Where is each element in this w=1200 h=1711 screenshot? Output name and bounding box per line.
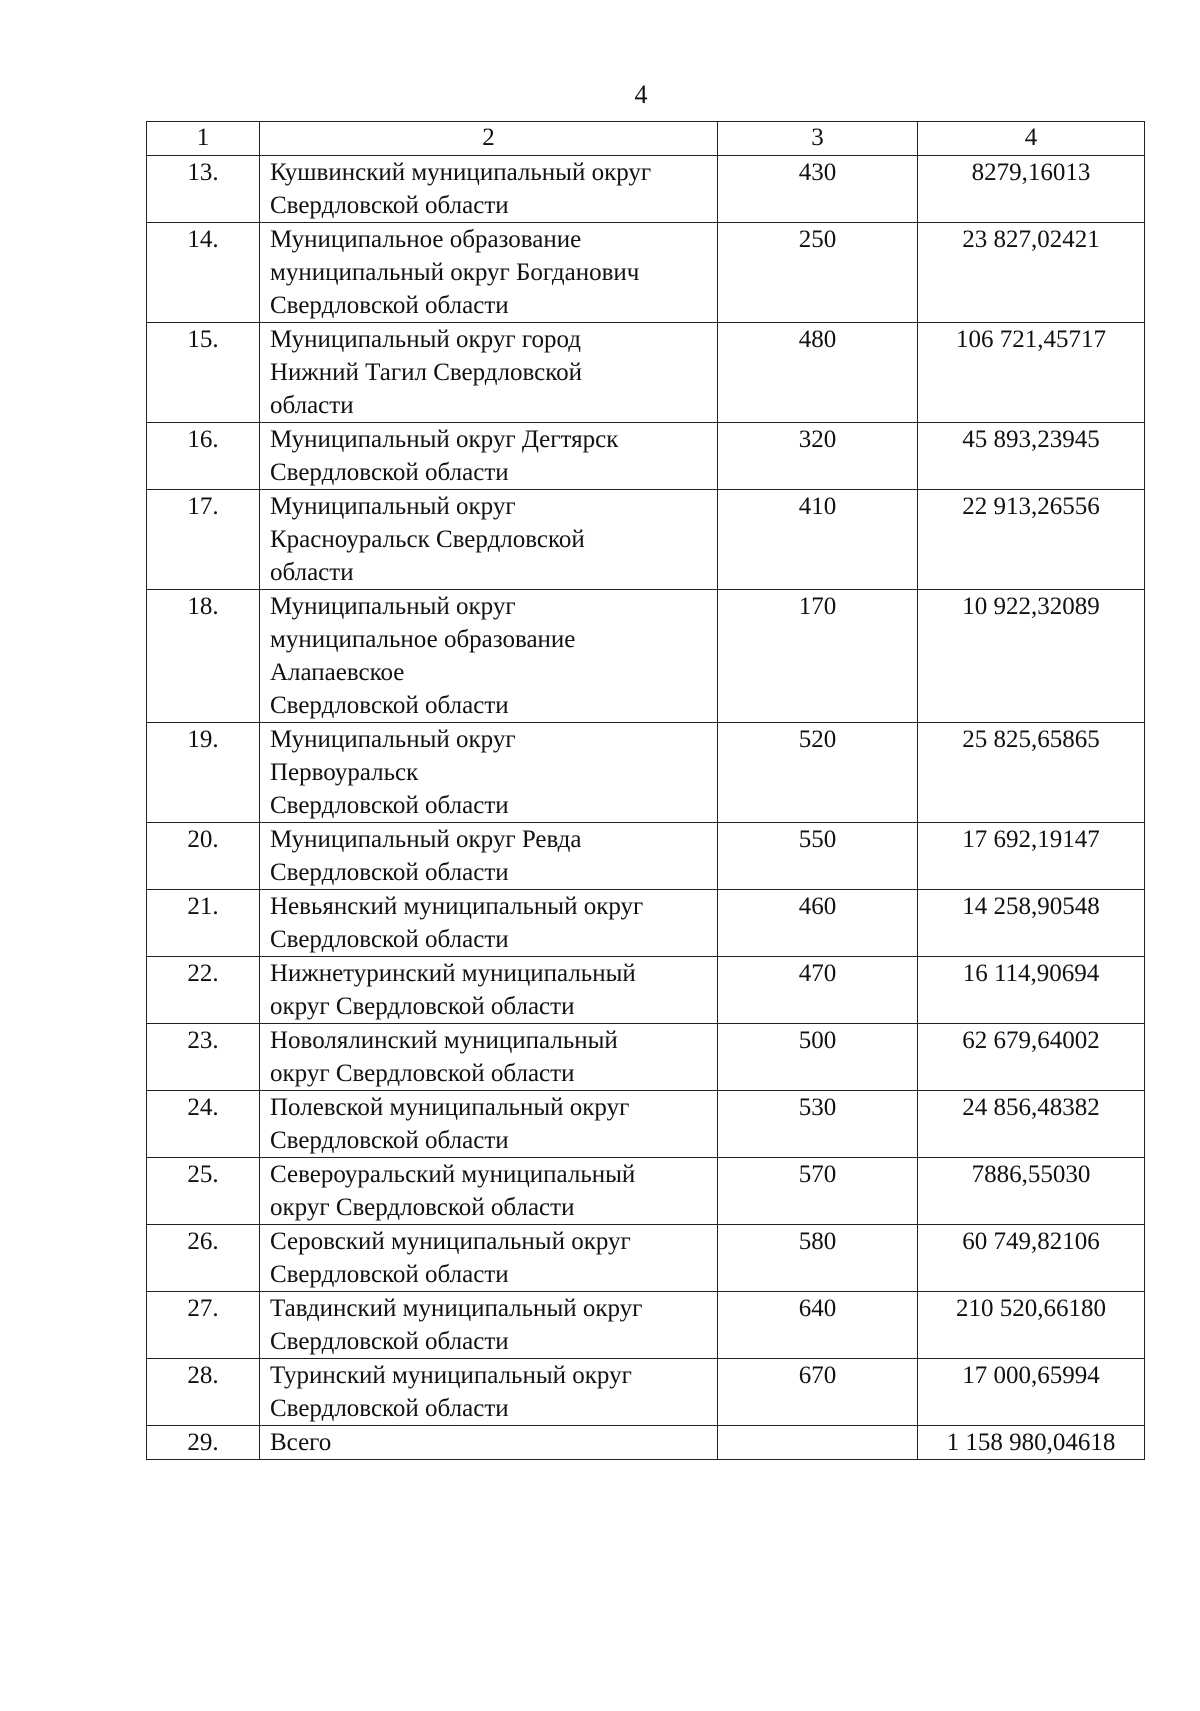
municipality-name-line: Новолялинский муниципальный bbox=[270, 1027, 618, 1054]
table-row bbox=[147, 323, 1145, 423]
code-cell: 640 bbox=[718, 1292, 918, 1359]
municipality-name-line: Свердловской области bbox=[270, 1395, 509, 1422]
code-cell: 550 bbox=[718, 823, 918, 890]
municipality-name-line: Кушвинский муниципальный округ bbox=[270, 159, 652, 186]
municipality-name-line: Туринский муниципальный округ bbox=[270, 1362, 632, 1389]
row-number: 22. bbox=[147, 957, 260, 1024]
municipality-name-line: Свердловской области bbox=[270, 459, 509, 486]
code-cell: 470 bbox=[718, 957, 918, 1024]
code-cell: 580 bbox=[718, 1225, 918, 1292]
amount-cell: 210 520,66180 bbox=[918, 1292, 1145, 1359]
municipality-name-line: округ Свердловской области bbox=[270, 1060, 575, 1087]
municipality-name-line: Серовский муниципальный округ bbox=[270, 1228, 631, 1255]
municipality-name bbox=[260, 490, 718, 590]
municipality-name-line: Первоуральск bbox=[270, 759, 419, 786]
municipality-name-line: Тавдинский муниципальный округ bbox=[270, 1295, 643, 1322]
table-row bbox=[147, 1024, 1145, 1091]
municipality-name-line: Полевской муниципальный округ bbox=[270, 1094, 630, 1121]
row-number: 29. bbox=[147, 1426, 260, 1460]
code-cell: 500 bbox=[718, 1024, 918, 1091]
code-cell: 530 bbox=[718, 1091, 918, 1158]
row-number: 17. bbox=[147, 490, 260, 590]
code-cell: 320 bbox=[718, 423, 918, 490]
table-row bbox=[147, 890, 1145, 957]
amount-cell: 17 000,65994 bbox=[918, 1359, 1145, 1426]
table-row bbox=[147, 1359, 1145, 1426]
municipality-name bbox=[260, 1091, 718, 1158]
municipality-name-line: Алапаевское bbox=[270, 659, 405, 686]
row-number: 26. bbox=[147, 1225, 260, 1292]
municipality-name-line: Свердловской области bbox=[270, 792, 509, 819]
code-cell: 570 bbox=[718, 1158, 918, 1225]
column-header-1: 1 bbox=[147, 122, 260, 156]
municipality-name bbox=[260, 723, 718, 823]
amount-cell: 17 692,19147 bbox=[918, 823, 1145, 890]
code-cell: 430 bbox=[718, 156, 918, 223]
column-header-3: 3 bbox=[718, 122, 918, 156]
municipality-name bbox=[260, 1426, 718, 1460]
code-cell: 460 bbox=[718, 890, 918, 957]
code-cell: 410 bbox=[718, 490, 918, 590]
municipality-name bbox=[260, 1225, 718, 1292]
column-header-4: 4 bbox=[918, 122, 1145, 156]
municipality-name-line: Свердловской области bbox=[270, 292, 509, 319]
municipality-name bbox=[260, 890, 718, 957]
row-number: 25. bbox=[147, 1158, 260, 1225]
municipality-name-line: Свердловской области bbox=[270, 1127, 509, 1154]
row-number: 21. bbox=[147, 890, 260, 957]
code-cell: 480 bbox=[718, 323, 918, 423]
row-number: 20. bbox=[147, 823, 260, 890]
table-row bbox=[147, 823, 1145, 890]
municipality-name bbox=[260, 1158, 718, 1225]
municipality-name-line: Муниципальный округ Дегтярск bbox=[270, 426, 619, 453]
row-number: 24. bbox=[147, 1091, 260, 1158]
row-number: 15. bbox=[147, 323, 260, 423]
column-header-2: 2 bbox=[260, 122, 718, 156]
row-number: 14. bbox=[147, 223, 260, 323]
row-number: 27. bbox=[147, 1292, 260, 1359]
table-row bbox=[147, 1292, 1145, 1359]
municipality-name-line: Свердловской области bbox=[270, 926, 509, 953]
amount-cell: 24 856,48382 bbox=[918, 1091, 1145, 1158]
municipality-name-line: Невьянский муниципальный округ bbox=[270, 893, 644, 920]
amount-cell: 23 827,02421 bbox=[918, 223, 1145, 323]
amount-cell: 14 258,90548 bbox=[918, 890, 1145, 957]
table-row bbox=[147, 1091, 1145, 1158]
municipality-name-line: Нижний Тагил Свердловской bbox=[270, 359, 582, 386]
municipality-name bbox=[260, 323, 718, 423]
municipality-name bbox=[260, 223, 718, 323]
table-row bbox=[147, 490, 1145, 590]
amount-cell: 22 913,26556 bbox=[918, 490, 1145, 590]
row-number: 18. bbox=[147, 590, 260, 723]
table-header-row bbox=[147, 122, 1145, 156]
municipality-name-line: Муниципальный округ Ревда bbox=[270, 826, 582, 853]
municipality-name-line: Свердловской области bbox=[270, 192, 509, 219]
municipality-name bbox=[260, 590, 718, 723]
municipality-name-line: Североуральский муниципальный bbox=[270, 1161, 636, 1188]
municipality-name-line: Свердловской области bbox=[270, 859, 509, 886]
amount-cell: 10 922,32089 bbox=[918, 590, 1145, 723]
municipality-name-line: округ Свердловской области bbox=[270, 993, 575, 1020]
table-row bbox=[147, 223, 1145, 323]
table-row bbox=[147, 1225, 1145, 1292]
municipality-name-line: муниципальный округ Богданович bbox=[270, 259, 640, 286]
code-cell: 520 bbox=[718, 723, 918, 823]
amount-cell: 16 114,90694 bbox=[918, 957, 1145, 1024]
row-number: 13. bbox=[147, 156, 260, 223]
code-cell bbox=[718, 1426, 918, 1460]
table-row bbox=[147, 957, 1145, 1024]
municipality-name bbox=[260, 156, 718, 223]
municipality-name-line: округ Свердловской области bbox=[270, 1194, 575, 1221]
table-row bbox=[147, 156, 1145, 223]
amount-cell: 1 158 980,04618 bbox=[918, 1426, 1145, 1460]
row-number: 28. bbox=[147, 1359, 260, 1426]
municipality-name bbox=[260, 957, 718, 1024]
municipality-name-line: области bbox=[270, 559, 354, 586]
municipality-name bbox=[260, 823, 718, 890]
municipality-name-line: Нижнетуринский муниципальный bbox=[270, 960, 636, 987]
amount-cell: 45 893,23945 bbox=[918, 423, 1145, 490]
table-row bbox=[147, 723, 1145, 823]
table-row bbox=[147, 1158, 1145, 1225]
municipality-name-line: Муниципальный округ bbox=[270, 493, 516, 520]
municipality-name-line: муниципальное образование bbox=[270, 626, 576, 653]
row-number: 19. bbox=[147, 723, 260, 823]
municipality-name-line: Муниципальный округ bbox=[270, 726, 516, 753]
municipality-name-line: Муниципальное образование bbox=[270, 226, 582, 253]
allocation-table bbox=[146, 121, 1145, 1460]
amount-cell: 8279,16013 bbox=[918, 156, 1145, 223]
code-cell: 170 bbox=[718, 590, 918, 723]
municipality-name-line: Красноуральск Свердловской bbox=[270, 526, 585, 553]
municipality-name bbox=[260, 1292, 718, 1359]
table-row bbox=[147, 1426, 1145, 1460]
amount-cell: 106 721,45717 bbox=[918, 323, 1145, 423]
table-row bbox=[147, 590, 1145, 723]
municipality-name bbox=[260, 1359, 718, 1426]
municipality-name-line: Свердловской области bbox=[270, 1328, 509, 1355]
code-cell: 250 bbox=[718, 223, 918, 323]
municipality-name-line: Всего bbox=[270, 1429, 332, 1456]
page-number: 4 bbox=[634, 80, 648, 109]
municipality-name-line: Муниципальный округ город bbox=[270, 326, 581, 353]
municipality-name-line: Свердловской области bbox=[270, 692, 509, 719]
municipality-name-line: области bbox=[270, 392, 354, 419]
row-number: 16. bbox=[147, 423, 260, 490]
municipality-name-line: Муниципальный округ bbox=[270, 593, 516, 620]
municipality-name-line: Свердловской области bbox=[270, 1261, 509, 1288]
municipality-name bbox=[260, 423, 718, 490]
row-number: 23. bbox=[147, 1024, 260, 1091]
code-cell: 670 bbox=[718, 1359, 918, 1426]
table-row bbox=[147, 423, 1145, 490]
amount-cell: 7886,55030 bbox=[918, 1158, 1145, 1225]
municipality-name bbox=[260, 1024, 718, 1091]
amount-cell: 62 679,64002 bbox=[918, 1024, 1145, 1091]
amount-cell: 25 825,65865 bbox=[918, 723, 1145, 823]
amount-cell: 60 749,82106 bbox=[918, 1225, 1145, 1292]
